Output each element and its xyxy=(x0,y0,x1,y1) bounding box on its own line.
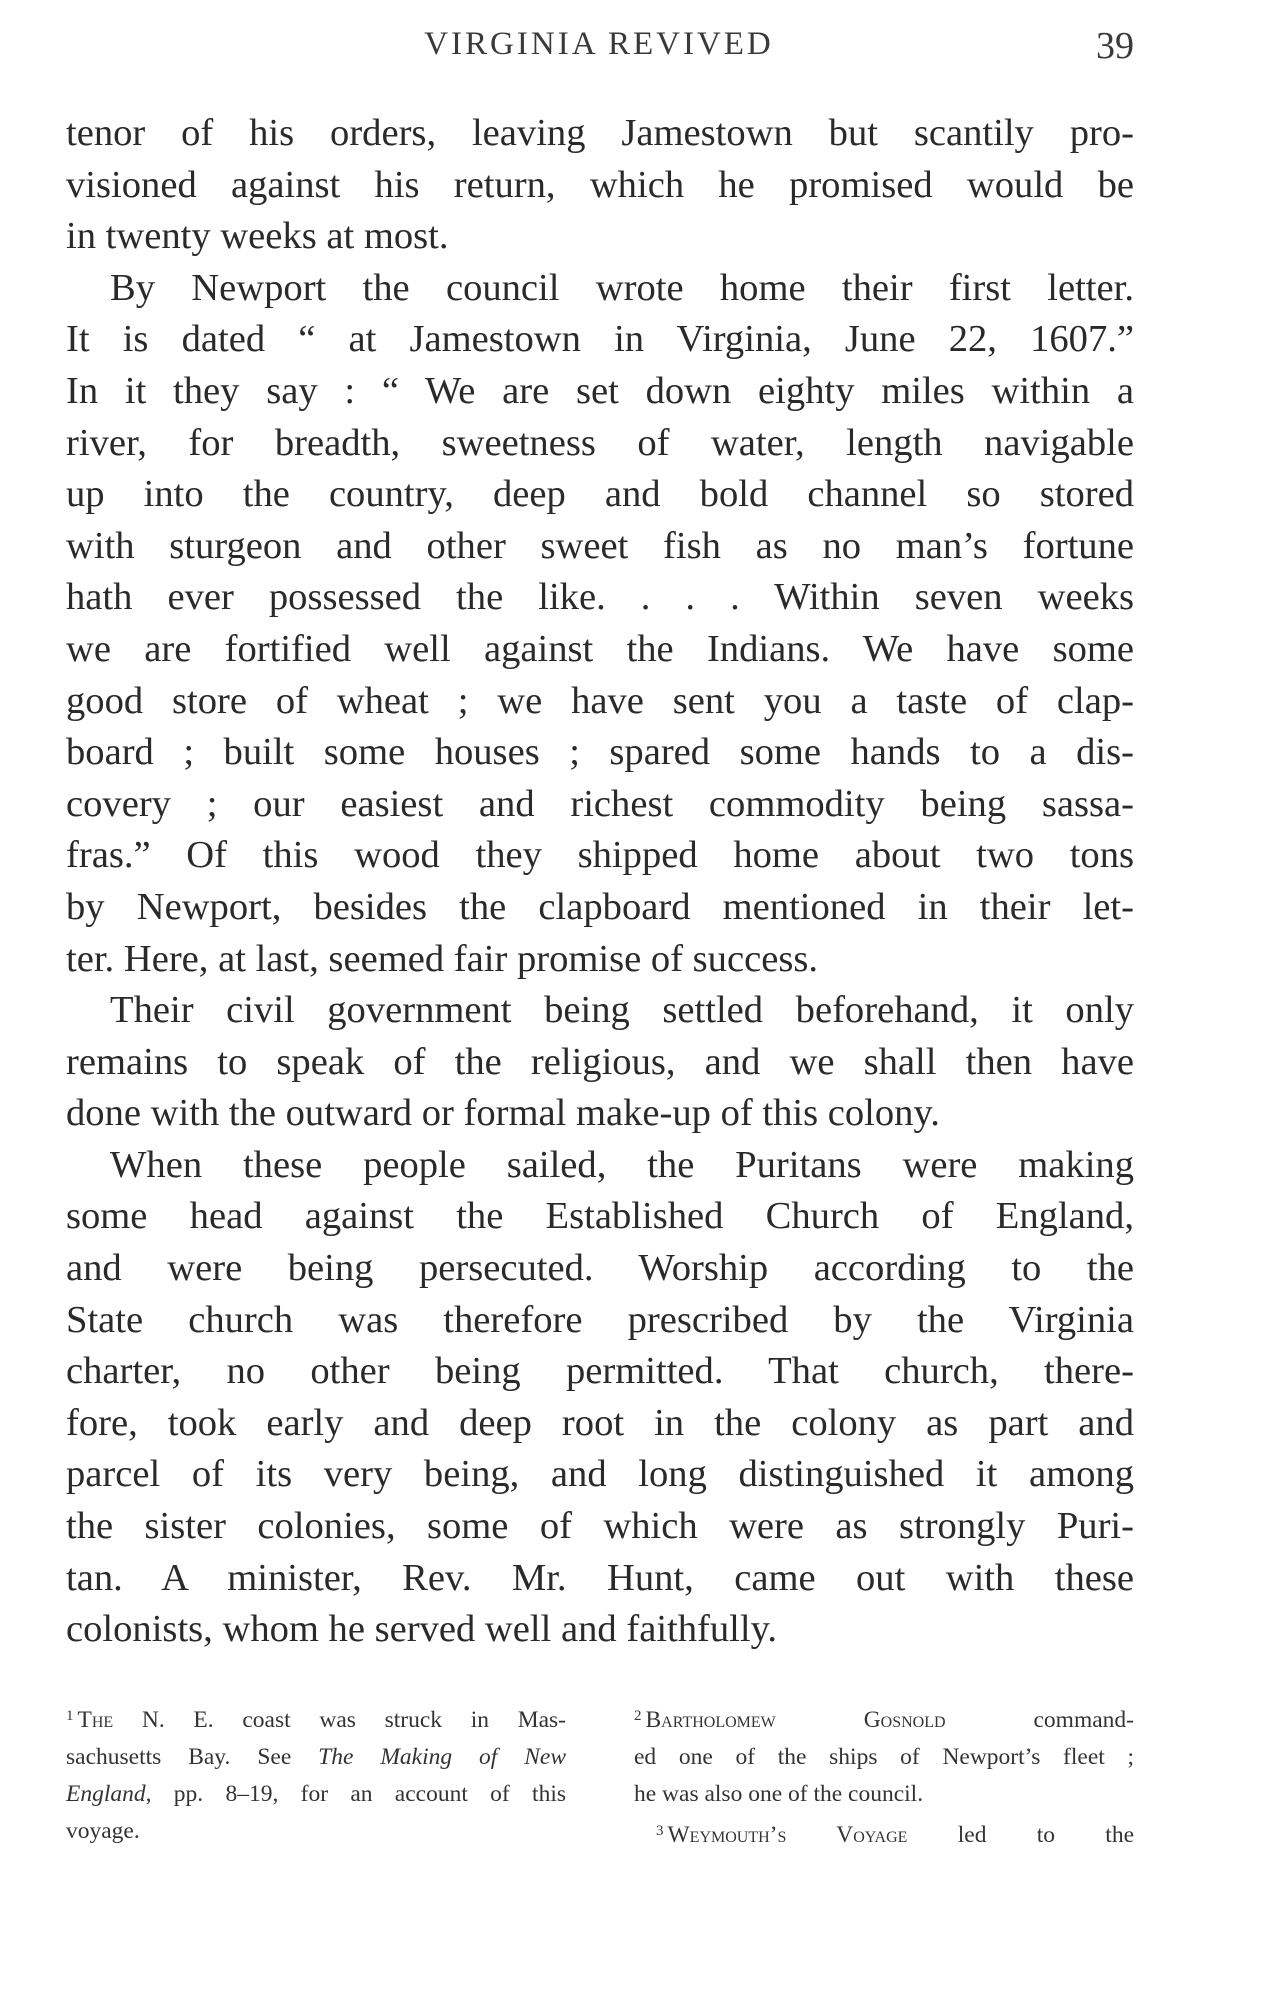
text-line: colonists, whom he served well and faithfully. xyxy=(66,1608,778,1651)
footnotes xyxy=(66,1698,1134,1858)
text-line: we are fortified well against the Indians. We have some xyxy=(66,627,1134,670)
paragraph-1 xyxy=(66,108,1134,263)
footnote-line xyxy=(66,1698,566,1739)
footnote-smallcaps: Bartholomew Gosnold xyxy=(645,1707,946,1733)
text-line: up into the country, deep and bold channel so stored xyxy=(66,473,1134,516)
text-line: river, for breadth, sweetness of water, length navigable xyxy=(66,421,1134,464)
footnote-line xyxy=(66,1739,566,1776)
text-line: remains to speak of the religious, and we shall then have xyxy=(66,1040,1134,1083)
footnote-text: sachusetts Bay. See xyxy=(66,1744,319,1770)
text-line: visioned against his return, which he promised would be xyxy=(66,163,1134,206)
footnote-text: N. E. coast was struck in Mas- xyxy=(141,1707,566,1733)
paragraph-2 xyxy=(66,263,1134,985)
text-line: When these people sailed, the Puritans were making xyxy=(110,1143,1134,1186)
footnote-line: voyage. xyxy=(66,1818,140,1844)
footnote-line xyxy=(66,1776,566,1813)
footnote-smallcaps: Weymouth’s Voyage xyxy=(667,1822,908,1848)
footnote-line xyxy=(634,1813,1134,1854)
text-line: in twenty weeks at most. xyxy=(66,215,449,258)
text-line: parcel of its very being, and long distinguished it among xyxy=(66,1453,1134,1496)
running-head: VIRGINIA REVIVED xyxy=(424,26,774,62)
text-line: fore, took early and deep root in the colony as part and xyxy=(66,1401,1134,1444)
footnote-text: led to the xyxy=(957,1822,1134,1848)
text-line: by Newport, besides the clapboard mentioned in their let- xyxy=(66,885,1134,928)
text-line: covery ; our easiest and richest commodity being sassa- xyxy=(66,782,1134,825)
text-line: done with the outward or formal make-up of this colony. xyxy=(66,1092,940,1135)
body-text xyxy=(66,108,1134,1656)
footnote-mark: 3 xyxy=(656,1823,664,1839)
text-line: tenor of his orders, leaving Jamestown but scantily pro- xyxy=(66,112,1134,154)
page-number: 39 xyxy=(1096,25,1134,67)
paragraph-4 xyxy=(66,1140,1134,1656)
text-line: fras.” Of this wood they shipped home about two tons xyxy=(66,834,1134,877)
footnote-1 xyxy=(66,1698,566,1850)
text-line: It is dated “ at Jamestown in Virginia, June 22, 1607.” xyxy=(66,318,1134,361)
footnote-line xyxy=(634,1698,1134,1739)
footnote-text: command- xyxy=(1033,1707,1134,1733)
text-line: By Newport the council wrote home their first letter. xyxy=(110,266,1134,309)
text-line: board ; built some houses ; spared some hands to a dis- xyxy=(66,731,1134,774)
text-line: ter. Here, at last, seemed fair promise of success. xyxy=(66,937,818,980)
footnote-line: he was also one of the council. xyxy=(634,1781,924,1807)
text-line: good store of wheat ; we have sent you a taste of clap- xyxy=(66,679,1134,722)
text-line: charter, no other being permitted. That church, there- xyxy=(66,1350,1134,1393)
footnote-mark: 1 xyxy=(66,1708,74,1724)
text-line: some head against the Established Church of England, xyxy=(66,1195,1134,1238)
text-line: tan. A minister, Rev. Mr. Hunt, came out with these xyxy=(66,1556,1134,1599)
footnote-2-3 xyxy=(634,1698,1134,1854)
text-line: with sturgeon and other sweet fish as no man’s fortune xyxy=(66,524,1134,567)
footnote-mark: 2 xyxy=(634,1708,642,1724)
text-line: and were being persecuted. Worship according to the xyxy=(66,1247,1134,1290)
footnote-italic: The Making of New xyxy=(318,1744,567,1770)
text-line: State church was therefore prescribed by the Virginia xyxy=(66,1298,1134,1341)
text-line: the sister colonies, some of which were as strongly Puri- xyxy=(66,1505,1134,1548)
text-line: hath ever possessed the like. . . . Within seven weeks xyxy=(66,576,1134,619)
paragraph-3 xyxy=(66,985,1134,1140)
footnote-text: pp. 8–19, for an account of this xyxy=(151,1781,566,1807)
footnote-smallcaps: The xyxy=(77,1707,114,1733)
text-line: In it they say : “ We are set down eighty miles within a xyxy=(66,369,1134,412)
page-header xyxy=(64,24,1134,74)
footnote-line: ed one of the ships of Newport’s fleet ; xyxy=(634,1744,1134,1770)
footnote-italic: England, xyxy=(66,1781,152,1807)
text-line: Their civil government being settled beforehand, it only xyxy=(110,989,1134,1032)
